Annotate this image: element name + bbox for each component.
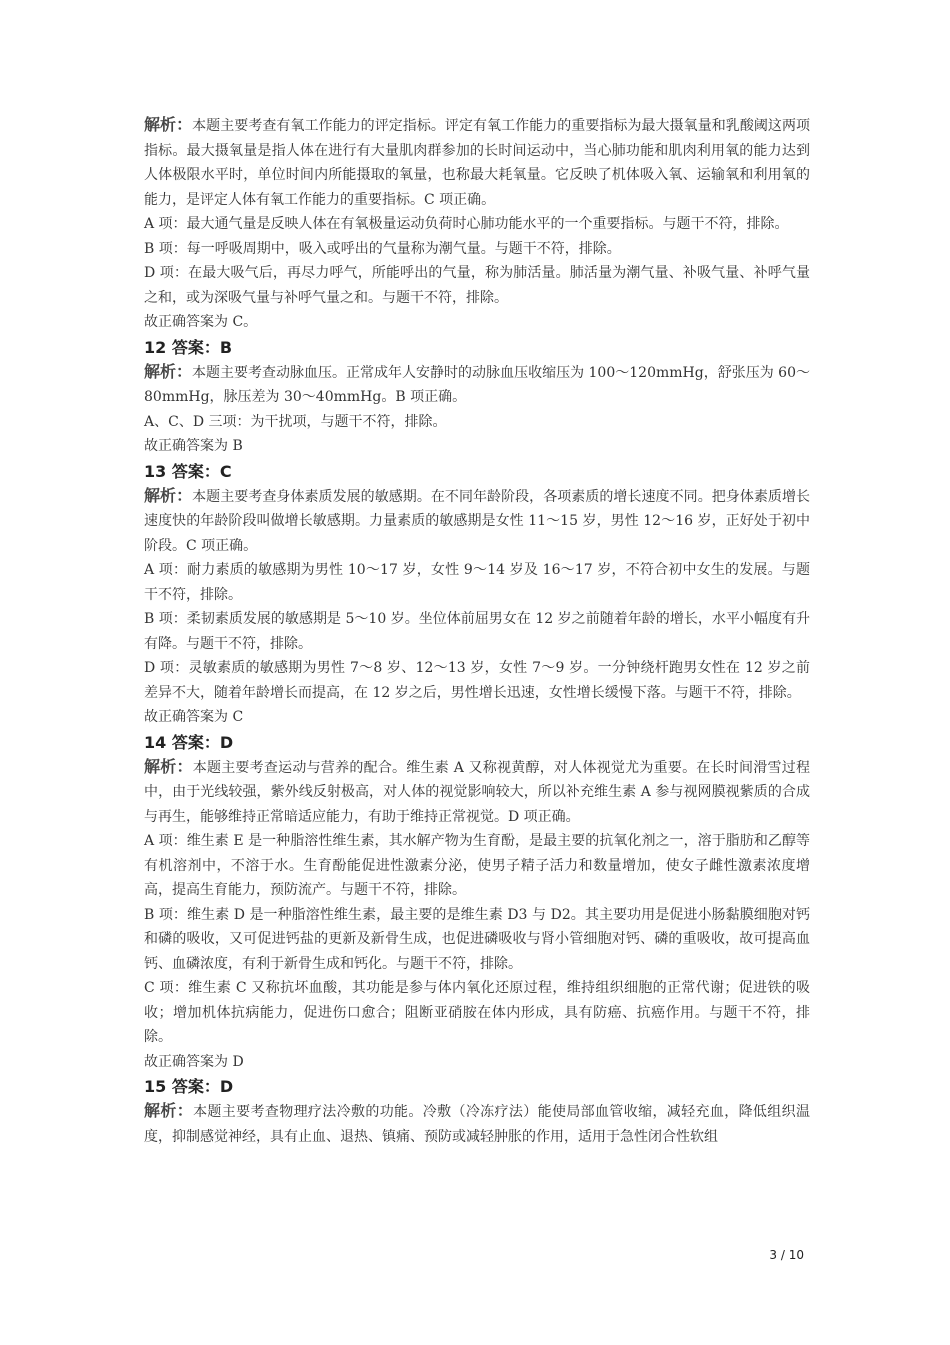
analysis-label: 解析： <box>144 756 193 776</box>
page-number: 3 / 10 <box>769 1248 804 1262</box>
q14-answer-heading: 14 答案：D <box>144 732 234 752</box>
q14-conclusion: 故正确答案为 D <box>144 1053 244 1070</box>
q11-option-d: D 项：在最大吸气后，再尽力呼气，所能呼出的气量，称为肺活量。肺活量为潮气量、补吸气量、补呼气量之和，或为深吸气量与补呼气量之和。与题干不符，排除。 <box>144 265 810 306</box>
q13-answer-heading: 13 答案：C <box>144 461 232 481</box>
q13-conclusion: 故正确答案为 C <box>144 709 244 725</box>
q12-answer-heading: 12 答案：B <box>144 337 233 357</box>
q15-answer-heading: 15 答案：D <box>144 1077 234 1096</box>
q15-analysis: 解析：本题主要考查物理疗法冷敷的功能。冷敷（冷冻疗法）能使局部血管收缩，减轻充血，降低组织温度，抑制感觉神经，具有止血、退热、镇痛、预防或减轻肿胀的作用，适用于急性闭合性软组 <box>144 1101 810 1145</box>
q11-conclusion: 故正确答案为 C。 <box>144 314 258 330</box>
page-content <box>144 113 810 1149</box>
q11-option-b: B 项：每一呼吸周期中，吸入或呼出的气量称为潮气量。与题干不符，排除。 <box>144 240 621 257</box>
q13-analysis: 解析：本题主要考查身体素质发展的敏感期。在不同年龄阶段，各项素质的增长速度不同。把身体素质增长速度快的年龄阶段叫做增长敏感期。力量素质的敏感期是女性 11～15 岁，男性 12～16 岁，正好处于初中阶段。C 项正确。 <box>144 485 810 554</box>
q12-conclusion: 故正确答案为 B <box>144 438 243 454</box>
analysis-label: 解析： <box>144 115 193 134</box>
analysis-label: 解析： <box>144 485 193 505</box>
q13-option-d: D 项：灵敏素质的敏感期为男性 7～8 岁、12～13 岁，女性 7～9 岁。一分钟绕杆跑男女性在 12 岁之前差异不大，随着年龄增长而提高，在 12 岁之后，男性增长迅速，女性增长缓慢下落。与题干不符，排除。 <box>144 660 810 701</box>
q13-option-a: A 项：耐力素质的敏感期为男性 10～17 岁，女性 9～14 岁及 16～17 岁，不符合初中女生的发展。与题干不符，排除。 <box>144 562 810 603</box>
q12-analysis: 解析：本题主要考查动脉血压。正常成年人安静时的动脉血压收缩压为 100～120mmHg，舒张压为 60～80mmHg，脉压差为 30～40mmHg。B 项正确。 <box>144 361 810 405</box>
q11-option-a: A 项：最大通气量是反映人体在有氧极量运动负荷时心肺功能水平的一个重要指标。与题干不符，排除。 <box>144 216 789 232</box>
q11-analysis: 解析：本题主要考查有氧工作能力的评定指标。评定有氧工作能力的重要指标为最大摄氧量和乳酸阈这两项指标。最大摄氧量是指人体在进行有大量肌肉群参加的长时间运动中，当心肺功能和肌肉利用氧的能力达到人体极限水平时，单位时间内所能摄取的氧量，也称最大耗氧量。它反映了机体吸入氧、运输氧和利用氧的能力，是评定人体有氧工作能力的重要指标。C 项正确。 <box>144 115 810 208</box>
q14-option-c: C 项：维生素 C 又称抗坏血酸，其功能是参与体内氧化还原过程，维持组织细胞的正常代谢；促进铁的吸收；增加机体抗病能力，促进伤口愈合；阻断亚硝胺在体内形成，具有防癌、抗癌作用。与题干不符，排除。 <box>144 980 810 1045</box>
q13-option-b: B 项：柔韧素质发展的敏感期是 5～10 岁。坐位体前屈男女在 12 岁之前随着年龄的增长，水平小幅度有升有降。与题干不符，排除。 <box>144 611 810 652</box>
q14-option-a: A 项：维生素 E 是一种脂溶性维生素，其水解产物为生育酚，是最主要的抗氧化剂之一，溶于脂肪和乙醇等有机溶剂中，不溶于水。生育酚能促进性激素分泌，使男子精子活力和数量增加，使女子雌性激素浓度增高，提高生育能力，预防流产。与题干不符，排除。 <box>144 833 810 898</box>
analysis-label: 解析： <box>144 1101 194 1120</box>
analysis-label: 解析： <box>144 361 193 381</box>
q14-option-b: B 项：维生素 D 是一种脂溶性维生素，最主要的是维生素 D3 与 D2。其主要功用是促进小肠黏膜细胞对钙和磷的吸收，又可促进钙盐的更新及新骨生成，也促进磷吸收与肾小管细胞对钙、磷的重吸收，故可提高血钙、血磷浓度，有利于新骨生成和钙化。与题干不符，排除。 <box>144 906 810 972</box>
q12-option-acd: A、C、D 三项：为干扰项，与题干不符，排除。 <box>144 413 447 430</box>
q14-analysis: 解析：本题主要考查运动与营养的配合。维生素 A 又称视黄醇，对人体视觉尤为重要。在长时间滑雪过程中，由于光线较强，紫外线反射极高，对人体的视觉影响较大，所以补充维生素 A 参与视网膜视紫质的合成与再生，能够维持正常暗适应能力，有助于维持正常视觉。D 项正确。 <box>144 756 810 825</box>
